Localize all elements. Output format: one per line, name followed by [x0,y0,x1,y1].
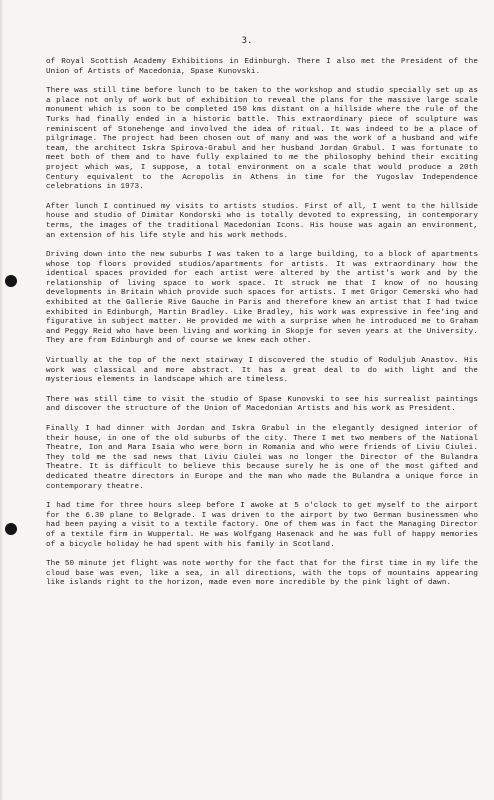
paragraph: The 50 minute jet flight was note worthy for the fact that for the first time in my life the cloud base was even, like a sea, in all directions, with the tops of mountains appearing like islands right to the horizon, made even more incredible by the pink light of dawn. [46,560,478,588]
paragraph: There was still time to visit the studio of Spase Kunovski to see his surrealist paintings and discover the structure of the Union of Macedonian Artists and his work as President. [46,395,478,414]
paragraph: There was still time before lunch to be taken to the workshop and studio specially set up as a place not only of work but of exhibition to reveal the plans for the massive large scale monument which is soon to be completed 150 kms distant on a hillside where the rule of the Turks had finally ended in a historic battle. This extraordinary piece of sculpture was reminiscent of Stonehenge and involved the idea of ritual. It was indeed to be a place of pilgrimage. The project had been chosen out of many and was the work of a husband and wife team, the architect Iskra Spirova-Grabul and her husband Jordan Grabul. I was fortunate to meet both of them and to have fully explained to me the philosophy behind their exciting project which was, I suppose, a total environment on a scale that would produce a 20th Century equivalent to the Acropolis in Athens in time for the Yugoslav Independence celebrations in 1973. [46,87,478,192]
paragraph: After lunch I continued my visits to artists studios. First of all, I went to the hillside house and studio of Dimitar Kondorski who is totally devoted to expressing, in contemporary terms, the images of the traditional Macedonian Icons. His house was again an environment, an extension of his life style and his work methods. [46,202,478,240]
paragraph: I had time for three hours sleep before I awoke at 5 o'clock to get myself to the airport for the 6.30 plane to Belgrade. I was driven to the airport by two German businessmen who had been paying a visit to a textile factory. One of them was in fact the Managing Director of a textile firm in Wuppertal. He was Wolfgang Hasenack and he was full of happy memories of a bicycle holiday he had spent with his family in Scotland. [46,502,478,549]
punch-hole [5,523,17,535]
page-edge [0,0,3,800]
paragraph: of Royal Scottish Academy Exhibitions in Edinburgh. There I also met the President of the Union of Artists of Macedonia, Spase Kunovski. [46,58,478,76]
paragraph: Finally I had dinner with Jordan and Iskra Grabul in the elegantly designed interior of their house, in one of the old suburbs of the city. There I met two members of the National Theatre, Ion and Mara Isaia who were born in Romania and who were friends of Liviu Ciulei. They told me the sad news that Liviu Ciulei was no longer the Director of the Bulandra Theatre. It is difficult to believe this because surely he is one of the most gifted and dedicated theatre directors in Europe and the man who made the Bulandra a unique force in contemporary theatre. [46,425,478,491]
paragraph: Virtually at the top of the next stairway I discovered the studio of Roduljub Anastov. His work was classical and more abstract. It has a great deal to do with light and the mysterious elements in landscape which are timeless. [46,357,478,385]
document-body [46,58,478,599]
punch-hole [5,275,17,287]
paragraph: Driving down into the new suburbs I was taken to a large building, to a block of apartments whose top floors provided studios/apartments for artists. It was extraordinary how the identical spaces provided for each artist were altered by the artist's work and by the relationship of living space to work space. It struck me that I know of no housing developments in Britain which provide such spaces for artists. I met Grigor Cemerski who had exhibited at the Gallerie Rive Gauche in Paris and therefore knew an artist that I had twice exhibited in Edinburgh, Martin Bradley. Like Bradley, his work was expressive in fee'ing and figurative in subject matter. He provided me with a surprise when he introduced me to Graham and Peggy Reid who have been living and working in Skopje for seven years at the University. They are from Edinburgh and of course we knew each other. [46,251,478,346]
page-number: 3. [241,36,253,46]
